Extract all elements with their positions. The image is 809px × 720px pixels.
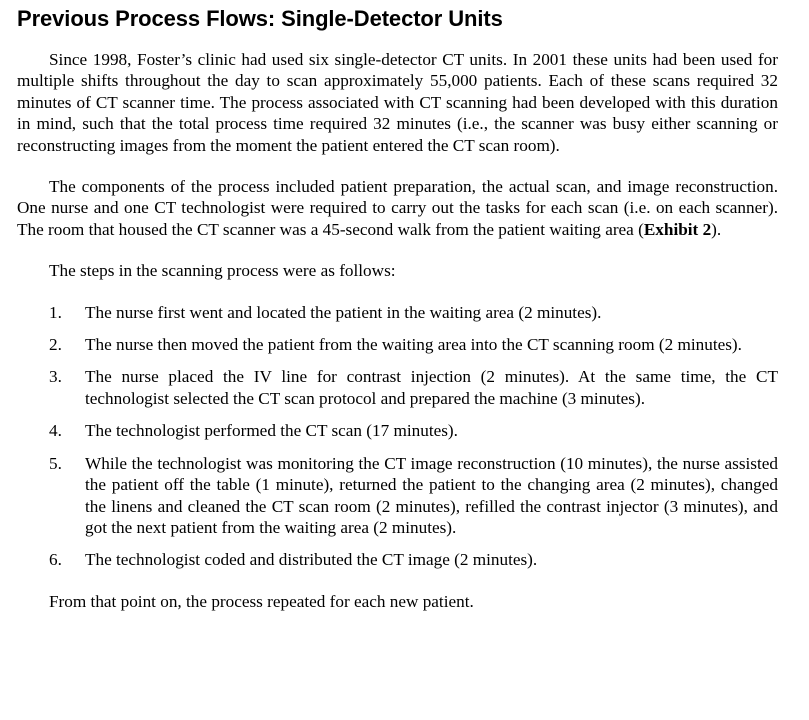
paragraph-components-text: The components of the process included patient preparation, the actual scan, and image reconstruction. One nurse and one CT technologist were required to carry out the tasks for each scan (i.e. on each scanner). The room that housed the CT scanner was a 45-second walk from the patient waiting area ( — [17, 177, 778, 239]
section-heading: Previous Process Flows: Single-Detector Units — [17, 6, 503, 31]
step-text: The nurse placed the IV line for contrast injection (2 minutes). At the same time, the CT technologist selected the CT scan protocol and prepared the machine (3 minutes). — [85, 367, 778, 408]
step-item — [17, 453, 778, 539]
paragraph-history: Since 1998, Foster’s clinic had used six single-detector CT units. In 2001 these units had been used for multiple shifts throughout the day to scan approximately 55,000 patients. Each of these scans required 32 minutes of CT scanner time. The process associated with CT scanning had been developed with this duration in mind, such that the total process time required 32 minutes (i.e., the scanner was busy either scanning or reconstructing images from the moment the patient entered the CT scan room). — [17, 50, 778, 155]
step-item — [17, 420, 778, 441]
steps-list — [17, 302, 778, 571]
step-number: 3. — [49, 367, 62, 387]
closing-paragraph: From that point on, the process repeated for each new patient. — [49, 591, 474, 611]
paragraph-components-end: ). — [711, 219, 722, 239]
step-item — [17, 549, 778, 570]
paragraph-components — [17, 176, 778, 240]
step-number: 6. — [49, 550, 62, 570]
step-text: The nurse then moved the patient from the waiting area into the CT scanning room (2 minutes). — [85, 335, 742, 355]
exhibit-reference: Exhibit 2 — [643, 219, 712, 239]
step-item — [17, 302, 778, 323]
step-number: 5. — [49, 453, 62, 473]
step-text: The technologist coded and distributed the CT image (2 minutes). — [85, 550, 538, 570]
step-number: 2. — [49, 335, 62, 355]
step-number: 4. — [49, 421, 62, 441]
step-text: While the technologist was monitoring the CT image reconstruction (10 minutes), the nurse assisted the patient off the table (1 minute), returned the patient to the changing area (2 minutes), changed the linens and cleaned the CT scan room (2 minutes), refilled the contrast injector (3 minutes), and got the next patient from the waiting area (2 minutes). — [85, 453, 778, 537]
step-item — [17, 366, 778, 409]
document-page — [17, 0, 778, 612]
step-item — [17, 334, 778, 355]
steps-intro: The steps in the scanning process were as follows: — [49, 261, 396, 281]
step-number: 1. — [49, 302, 62, 322]
step-text: The technologist performed the CT scan (17 minutes). — [85, 421, 458, 441]
step-text: The nurse first went and located the patient in the waiting area (2 minutes). — [85, 302, 602, 322]
